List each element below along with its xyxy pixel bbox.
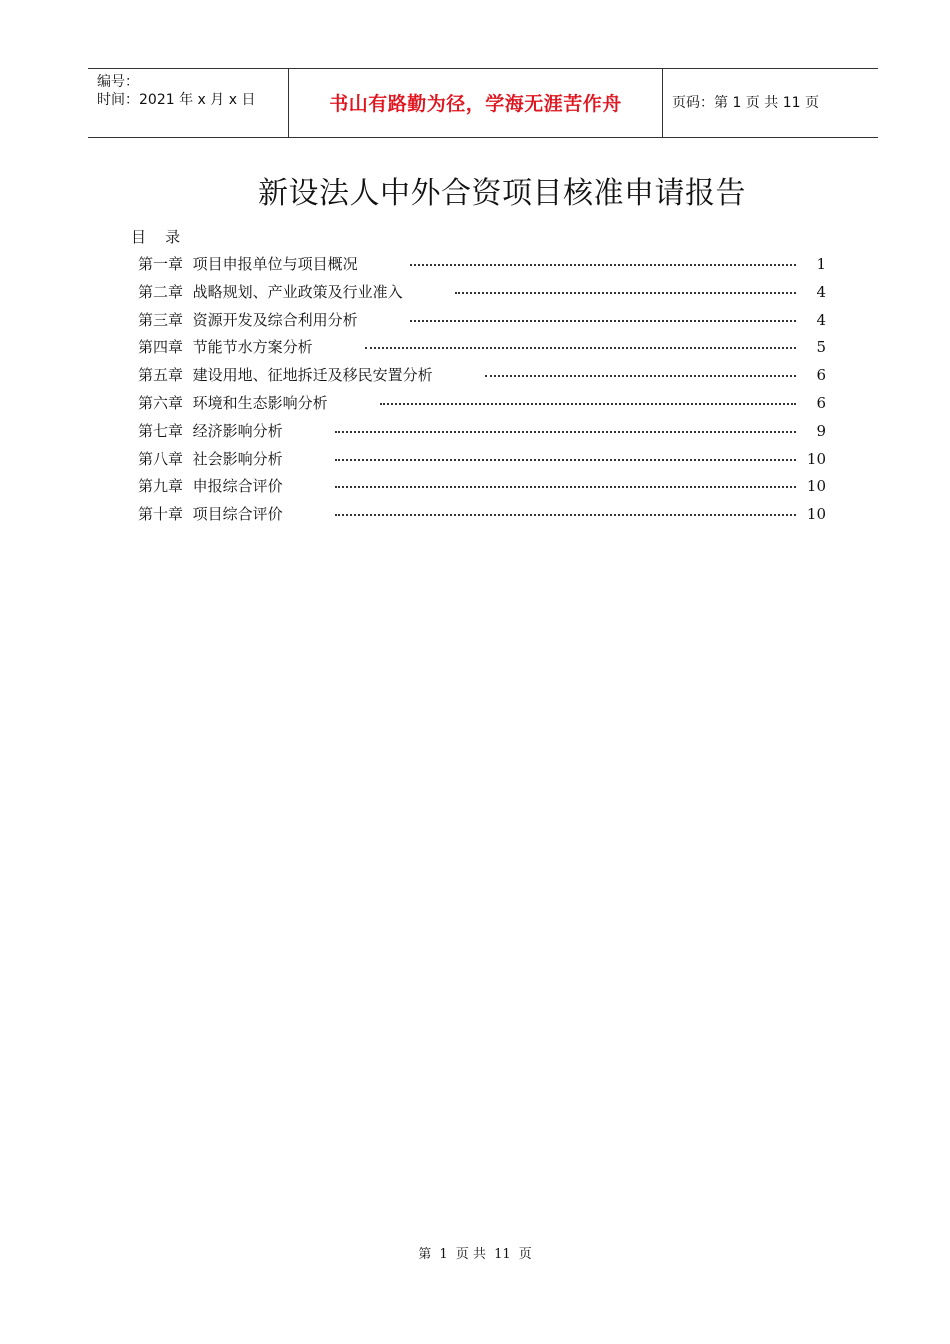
toc-heading: 目 录 xyxy=(131,228,181,246)
toc-entry[interactable] xyxy=(138,420,826,442)
toc-leader-dots xyxy=(335,459,796,461)
toc-title: 项目申报单位与项目概况 xyxy=(192,255,358,273)
document-title: 新设法人中外合资项目核准申请报告 xyxy=(258,176,746,211)
header-page-cell xyxy=(662,69,878,137)
toc-chapter: 第十章 xyxy=(138,505,184,523)
toc-entry[interactable] xyxy=(138,475,826,497)
footer-prefix: 第 xyxy=(418,1247,432,1262)
toc-chapter: 第一章 xyxy=(138,255,184,273)
toc-page-number: 9 xyxy=(816,422,826,440)
toc-entry-label xyxy=(138,420,283,442)
footer-current-page: 1 xyxy=(439,1247,448,1262)
toc-entry[interactable] xyxy=(138,309,826,331)
toc-entry-label xyxy=(138,392,328,414)
toc-title: 社会影响分析 xyxy=(192,450,283,468)
toc-title: 申报综合评价 xyxy=(192,477,283,495)
toc-page-number: 1 xyxy=(816,255,826,273)
header-page-number: 页码：第 1 页 共 11 页 xyxy=(672,95,819,111)
toc-leader-dots xyxy=(380,403,796,405)
toc-leader-dots xyxy=(455,292,796,294)
motto-text: 书山有路勤为径，学海无涯苦作舟 xyxy=(329,93,622,115)
toc-chapter: 第五章 xyxy=(138,366,184,384)
toc-leader-dots xyxy=(410,264,796,266)
toc-page-number: 4 xyxy=(816,311,826,329)
toc-leader-dots xyxy=(335,431,796,433)
toc-entry[interactable] xyxy=(138,364,826,386)
header-motto-cell xyxy=(288,69,663,137)
toc-page-number: 6 xyxy=(816,366,826,384)
toc-leader-dots xyxy=(335,514,796,516)
toc-entry-label xyxy=(138,364,433,386)
toc-page-number: 6 xyxy=(816,394,826,412)
toc-title: 节能节水方案分析 xyxy=(192,338,313,356)
toc-chapter: 第三章 xyxy=(138,311,184,329)
toc-page-number: 10 xyxy=(806,477,826,495)
toc-title: 战略规划、产业政策及行业准入 xyxy=(192,283,403,301)
toc-title: 项目综合评价 xyxy=(192,505,283,523)
toc-entry-label xyxy=(138,448,283,470)
toc-entry[interactable] xyxy=(138,336,826,358)
toc-title: 环境和生态影响分析 xyxy=(192,394,328,412)
footer-total-pages: 11 xyxy=(494,1247,511,1262)
toc-entry[interactable] xyxy=(138,503,826,525)
header-info-cell xyxy=(88,69,288,137)
toc-leader-dots xyxy=(365,347,796,349)
toc-entry-label xyxy=(138,336,313,358)
toc-entry-label xyxy=(138,281,403,303)
toc-page-number: 4 xyxy=(816,283,826,301)
footer-suffix: 页 xyxy=(518,1247,532,1262)
toc-entry-label xyxy=(138,253,358,275)
toc-entry[interactable] xyxy=(138,448,826,470)
toc-chapter: 第六章 xyxy=(138,394,184,412)
toc-leader-dots xyxy=(335,486,796,488)
toc-entry-label xyxy=(138,503,283,525)
toc-title: 建设用地、征地拆迁及移民安置分析 xyxy=(192,366,433,384)
toc-title: 资源开发及综合利用分析 xyxy=(192,311,358,329)
toc-leader-dots xyxy=(410,320,796,322)
toc-chapter: 第八章 xyxy=(138,450,184,468)
date-label: 时间：2021 年 x 月 x 日 xyxy=(97,92,256,108)
toc-title: 经济影响分析 xyxy=(192,422,283,440)
code-label: 编号： xyxy=(97,74,139,90)
toc-leader-dots xyxy=(485,375,796,377)
toc-entry-label xyxy=(138,309,358,331)
page-header xyxy=(88,68,878,138)
toc-chapter: 第七章 xyxy=(138,422,184,440)
footer-middle: 页 共 xyxy=(455,1247,486,1262)
toc-page-number: 10 xyxy=(806,450,826,468)
toc-page-number: 10 xyxy=(806,505,826,523)
toc-entry[interactable] xyxy=(138,392,826,414)
toc-chapter: 第四章 xyxy=(138,338,184,356)
page-footer xyxy=(0,1246,950,1264)
toc-page-number: 5 xyxy=(816,338,826,356)
toc-chapter: 第九章 xyxy=(138,477,184,495)
toc-entry-label xyxy=(138,475,283,497)
toc-entry[interactable] xyxy=(138,281,826,303)
toc-entry[interactable] xyxy=(138,253,826,275)
toc-chapter: 第二章 xyxy=(138,283,184,301)
